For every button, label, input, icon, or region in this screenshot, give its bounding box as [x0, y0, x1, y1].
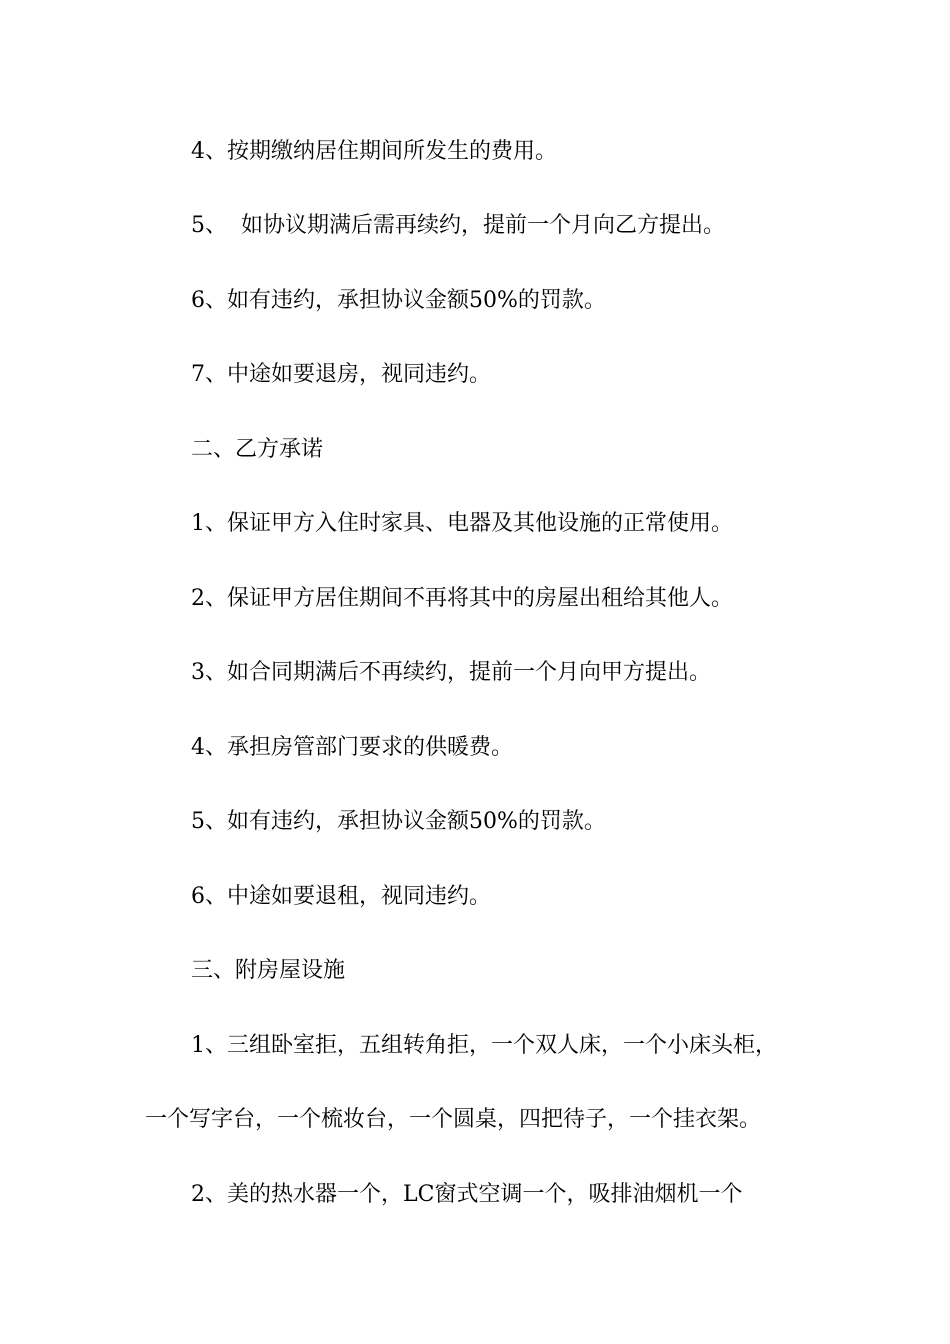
paragraph-line: 3、如合同期满后不再续约，提前一个月向甲方提出。: [191, 660, 711, 685]
paragraph-line: 6、中途如要退租，视同违约。: [191, 884, 491, 909]
paragraph-line: 2、保证甲方居住期间不再将其中的房屋出租给其他人。: [191, 586, 733, 611]
paragraph-line: 2、美的热水器一个，LC窗式空调一个，吸排油烟机一个: [191, 1182, 743, 1207]
paragraph-line: 4、承担房管部门要求的供暖费。: [191, 735, 513, 760]
paragraph-line: 5、如有违约，承担协议金额50%的罚款。: [191, 809, 606, 834]
section-heading: 三、附房屋设施: [191, 958, 346, 983]
section-heading: 二、乙方承诺: [191, 437, 324, 462]
paragraph-line: 5、 如协议期满后需再续约，提前一个月向乙方提出。: [191, 213, 725, 238]
paragraph-line: 1、三组卧室拒，五组转角拒，一个双人床，一个小床头柜，: [191, 1033, 777, 1058]
paragraph-line: 7、中途如要退房，视同违约。: [191, 362, 491, 387]
paragraph-line: 4、按期缴纳居住期间所发生的费用。: [191, 139, 557, 164]
paragraph-line: 一个写字台，一个梳妆台，一个圆桌，四把待子，一个挂衣架。: [145, 1107, 762, 1132]
paragraph-line: 1、保证甲方入住时家具、电器及其他设施的正常使用。: [191, 511, 733, 536]
paragraph-line: 6、如有违约，承担协议金额50%的罚款。: [191, 288, 606, 313]
